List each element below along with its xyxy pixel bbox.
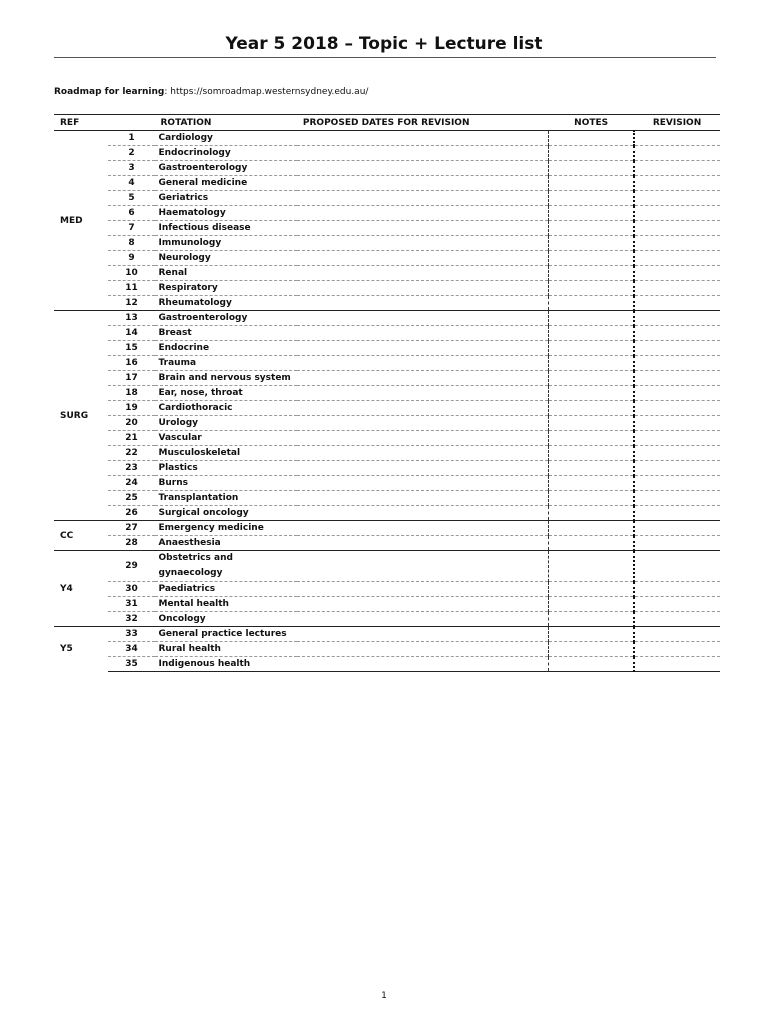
topic-number: 15: [108, 341, 154, 356]
revision-cell: [634, 461, 720, 476]
notes-cell: [548, 311, 634, 326]
ref-cell: Y4: [54, 551, 108, 627]
rotation-cell: Urology: [155, 416, 297, 431]
revision-cell: [634, 221, 720, 236]
revision-cell: [634, 446, 720, 461]
rotation-cell: Gastroenterology: [155, 161, 297, 176]
rotation-cell: Haematology: [155, 206, 297, 221]
topic-number: 6: [108, 206, 154, 221]
revision-cell: [634, 657, 720, 672]
notes-cell: [548, 431, 634, 446]
rotation-cell: Brain and nervous system: [155, 371, 297, 386]
topic-table-body: [54, 131, 720, 672]
table-row: [54, 251, 720, 266]
notes-cell: [548, 191, 634, 206]
topic-number: 18: [108, 386, 154, 401]
revision-cell: [634, 416, 720, 431]
notes-cell: [548, 521, 634, 536]
notes-cell: [548, 627, 634, 642]
table-row: [54, 491, 720, 506]
revision-cell: [634, 266, 720, 281]
rotation-cell: Endocrinology: [155, 146, 297, 161]
header-num: [108, 115, 154, 131]
rotation-cell: General medicine: [155, 176, 297, 191]
topic-number: 20: [108, 416, 154, 431]
revision-cell: [634, 642, 720, 657]
dates-cell: [297, 476, 548, 491]
rotation-cell: Renal: [155, 266, 297, 281]
topic-number: 2: [108, 146, 154, 161]
roadmap-line: [54, 87, 368, 97]
topic-number: 10: [108, 266, 154, 281]
dates-cell: [297, 551, 548, 582]
notes-cell: [548, 296, 634, 311]
topic-number: 22: [108, 446, 154, 461]
notes-cell: [548, 461, 634, 476]
revision-cell: [634, 371, 720, 386]
dates-cell: [297, 281, 548, 296]
revision-cell: [634, 476, 720, 491]
ref-cell: SURG: [54, 311, 108, 521]
rotation-cell: Cardiology: [155, 131, 297, 146]
dates-cell: [297, 491, 548, 506]
revision-cell: [634, 597, 720, 612]
rotation-cell: Rural health: [155, 642, 297, 657]
table-row: [54, 521, 720, 536]
header-revision: REVISION: [634, 115, 720, 131]
table-row: [54, 341, 720, 356]
rotation-cell: Respiratory: [155, 281, 297, 296]
notes-cell: [548, 341, 634, 356]
notes-cell: [548, 281, 634, 296]
topic-number: 1: [108, 131, 154, 146]
revision-cell: [634, 176, 720, 191]
table-row: [54, 356, 720, 371]
table-row: [54, 536, 720, 551]
table-row: [54, 551, 720, 582]
revision-cell: [634, 236, 720, 251]
revision-cell: [634, 506, 720, 521]
revision-cell: [634, 536, 720, 551]
dates-cell: [297, 356, 548, 371]
notes-cell: [548, 551, 634, 582]
rotation-cell: Indigenous health: [155, 657, 297, 672]
notes-cell: [548, 536, 634, 551]
rotation-cell: Trauma: [155, 356, 297, 371]
dates-cell: [297, 386, 548, 401]
table-row: [54, 431, 720, 446]
topic-number: 24: [108, 476, 154, 491]
notes-cell: [548, 657, 634, 672]
rotation-cell: Infectious disease: [155, 221, 297, 236]
table-row: [54, 476, 720, 491]
dates-cell: [297, 582, 548, 597]
table-row: [54, 266, 720, 281]
topic-number: 31: [108, 597, 154, 612]
revision-cell: [634, 627, 720, 642]
revision-cell: [634, 191, 720, 206]
rotation-cell: Endocrine: [155, 341, 297, 356]
rotation-cell: Oncology: [155, 612, 297, 627]
topic-table: [54, 114, 720, 672]
notes-cell: [548, 386, 634, 401]
notes-cell: [548, 146, 634, 161]
table-row: [54, 506, 720, 521]
table-row: [54, 311, 720, 326]
notes-cell: [548, 401, 634, 416]
header-dates: PROPOSED DATES FOR REVISION: [297, 115, 548, 131]
rotation-cell: Immunology: [155, 236, 297, 251]
header-rotation: ROTATION: [155, 115, 297, 131]
notes-cell: [548, 476, 634, 491]
topic-number: 26: [108, 506, 154, 521]
table-row: [54, 597, 720, 612]
topic-number: 30: [108, 582, 154, 597]
revision-cell: [634, 281, 720, 296]
dates-cell: [297, 131, 548, 146]
revision-cell: [634, 326, 720, 341]
rotation-cell: [155, 551, 297, 582]
dates-cell: [297, 221, 548, 236]
roadmap-link[interactable]: https://somroadmap.westernsydney.edu.au/: [170, 87, 369, 97]
dates-cell: [297, 236, 548, 251]
dates-cell: [297, 521, 548, 536]
rotation-cell: Geriatrics: [155, 191, 297, 206]
rotation-line-2: gynaecology: [158, 568, 223, 578]
revision-cell: [634, 521, 720, 536]
topic-number: 14: [108, 326, 154, 341]
rotation-cell: Paediatrics: [155, 582, 297, 597]
table-row: [54, 221, 720, 236]
revision-cell: [634, 311, 720, 326]
dates-cell: [297, 251, 548, 266]
topic-number: 12: [108, 296, 154, 311]
topic-number: 27: [108, 521, 154, 536]
table-row: [54, 176, 720, 191]
rotation-cell: Anaesthesia: [155, 536, 297, 551]
notes-cell: [548, 582, 634, 597]
topic-number: 9: [108, 251, 154, 266]
table-row: [54, 446, 720, 461]
notes-cell: [548, 251, 634, 266]
revision-cell: [634, 206, 720, 221]
notes-cell: [548, 491, 634, 506]
ref-cell: MED: [54, 131, 108, 311]
notes-cell: [548, 236, 634, 251]
topic-number: 8: [108, 236, 154, 251]
topic-number: 7: [108, 221, 154, 236]
table-row: [54, 627, 720, 642]
revision-cell: [634, 296, 720, 311]
ref-cell: CC: [54, 521, 108, 551]
revision-cell: [634, 146, 720, 161]
table-row: [54, 401, 720, 416]
rotation-cell: Breast: [155, 326, 297, 341]
rotation-cell: Plastics: [155, 461, 297, 476]
table-row: [54, 461, 720, 476]
topic-number: 13: [108, 311, 154, 326]
dates-cell: [297, 416, 548, 431]
rotation-cell: General practice lectures: [155, 627, 297, 642]
revision-cell: [634, 491, 720, 506]
topic-number: 35: [108, 657, 154, 672]
table-row: [54, 146, 720, 161]
rotation-cell: Gastroenterology: [155, 311, 297, 326]
notes-cell: [548, 416, 634, 431]
dates-cell: [297, 176, 548, 191]
dates-cell: [297, 266, 548, 281]
topic-number: 33: [108, 627, 154, 642]
notes-cell: [548, 161, 634, 176]
ref-cell: Y5: [54, 627, 108, 672]
table-row: [54, 296, 720, 311]
table-row: [54, 386, 720, 401]
dates-cell: [297, 597, 548, 612]
notes-cell: [548, 221, 634, 236]
rotation-cell: Cardiothoracic: [155, 401, 297, 416]
dates-cell: [297, 371, 548, 386]
table-row: [54, 281, 720, 296]
revision-cell: [634, 161, 720, 176]
notes-cell: [548, 266, 634, 281]
topic-number: 34: [108, 642, 154, 657]
header-notes: NOTES: [548, 115, 634, 131]
notes-cell: [548, 446, 634, 461]
rotation-cell: Surgical oncology: [155, 506, 297, 521]
dates-cell: [297, 296, 548, 311]
topic-number: 17: [108, 371, 154, 386]
revision-cell: [634, 551, 720, 582]
notes-cell: [548, 642, 634, 657]
table-row: [54, 206, 720, 221]
dates-cell: [297, 341, 548, 356]
table-row: [54, 236, 720, 251]
notes-cell: [548, 176, 634, 191]
dates-cell: [297, 146, 548, 161]
notes-cell: [548, 597, 634, 612]
page-title: Year 5 2018 – Topic + Lecture list: [225, 34, 543, 54]
table-row: [54, 161, 720, 176]
topic-number: 5: [108, 191, 154, 206]
dates-cell: [297, 642, 548, 657]
rotation-cell: Musculoskeletal: [155, 446, 297, 461]
page-number: 1: [381, 991, 387, 1001]
dates-cell: [297, 311, 548, 326]
revision-cell: [634, 401, 720, 416]
table-row: [54, 326, 720, 341]
rotation-cell: Transplantation: [155, 491, 297, 506]
title-divider: [54, 57, 716, 58]
revision-cell: [634, 386, 720, 401]
topic-table-header: [54, 115, 720, 131]
dates-cell: [297, 657, 548, 672]
notes-cell: [548, 506, 634, 521]
table-row: [54, 642, 720, 657]
dates-cell: [297, 612, 548, 627]
roadmap-separator: :: [164, 87, 171, 97]
table-row: [54, 416, 720, 431]
rotation-cell: Burns: [155, 476, 297, 491]
revision-cell: [634, 251, 720, 266]
topic-number: 19: [108, 401, 154, 416]
rotation-cell: Neurology: [155, 251, 297, 266]
revision-cell: [634, 612, 720, 627]
revision-cell: [634, 431, 720, 446]
rotation-line-1: Obstetrics and: [158, 553, 233, 563]
dates-cell: [297, 536, 548, 551]
dates-cell: [297, 461, 548, 476]
table-row: [54, 371, 720, 386]
topic-number: 16: [108, 356, 154, 371]
topic-number: 11: [108, 281, 154, 296]
topic-number: 23: [108, 461, 154, 476]
dates-cell: [297, 431, 548, 446]
table-row: [54, 131, 720, 146]
notes-cell: [548, 326, 634, 341]
revision-cell: [634, 582, 720, 597]
table-row: [54, 612, 720, 627]
topic-number: 28: [108, 536, 154, 551]
table-row: [54, 582, 720, 597]
rotation-cell: Ear, nose, throat: [155, 386, 297, 401]
dates-cell: [297, 627, 548, 642]
dates-cell: [297, 161, 548, 176]
table-row: [54, 191, 720, 206]
rotation-cell: Rheumatology: [155, 296, 297, 311]
rotation-cell: Vascular: [155, 431, 297, 446]
notes-cell: [548, 371, 634, 386]
rotation-cell: Mental health: [155, 597, 297, 612]
notes-cell: [548, 206, 634, 221]
topic-number: 25: [108, 491, 154, 506]
rotation-cell: Emergency medicine: [155, 521, 297, 536]
revision-cell: [634, 356, 720, 371]
dates-cell: [297, 401, 548, 416]
topic-number: 21: [108, 431, 154, 446]
topic-number: 3: [108, 161, 154, 176]
dates-cell: [297, 446, 548, 461]
revision-cell: [634, 341, 720, 356]
revision-cell: [634, 131, 720, 146]
dates-cell: [297, 206, 548, 221]
notes-cell: [548, 612, 634, 627]
table-row: [54, 657, 720, 672]
roadmap-label: Roadmap for learning: [54, 87, 165, 97]
topic-number: 4: [108, 176, 154, 191]
notes-cell: [548, 131, 634, 146]
topic-number: 29: [108, 551, 154, 582]
dates-cell: [297, 506, 548, 521]
topic-number: 32: [108, 612, 154, 627]
notes-cell: [548, 356, 634, 371]
dates-cell: [297, 326, 548, 341]
header-ref: REF: [54, 115, 108, 131]
dates-cell: [297, 191, 548, 206]
